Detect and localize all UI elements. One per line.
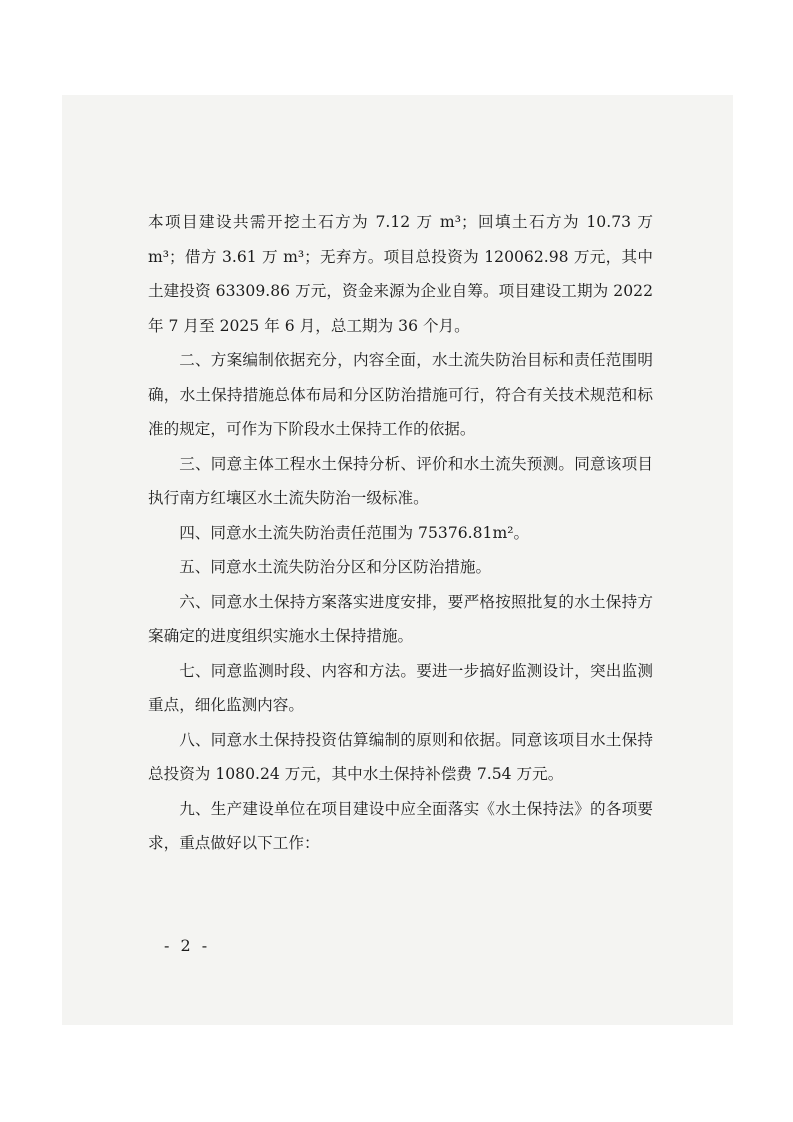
paragraph-item-4: 四、同意水土流失防治责任范围为 75376.81m²。 [179, 523, 530, 542]
paragraph-item-9: 九、生产建设单位在项目建设中应全面落实《水土保持法》的各项要求，重点做好以下工作： [148, 799, 653, 852]
paragraph-item-7: 七、同意监测时段、内容和方法。要进一步搞好监测设计，突出监测重点，细化监测内容。 [148, 661, 653, 714]
paragraph-item-3: 三、同意主体工程水土保持分析、评价和水土流失预测。同意该项目执行南方红壤区水土流失防治一级标准。 [148, 454, 653, 507]
document-body [148, 205, 653, 861]
paragraph-item-6: 六、同意水土保持方案落实进度安排，要严格按照批复的水土保持方案确定的进度组织实施水土保持措施。 [148, 592, 653, 645]
paragraph-project-overview: 本项目建设共需开挖土石方为 7.12 万 m³；回填土石方为 10.73 万 m³；借方 3.61 万 m³；无弃方。项目总投资为 120062.98 万元，其中土建投资 63309.86 万元，资金来源为企业自筹。项目建设工期为 2022 年 7 月至 2025 年 6 月，总工期为 36 个月。 [148, 213, 653, 335]
paragraph-item-5: 五、同意水土流失防治分区和分区防治措施。 [179, 558, 492, 576]
paragraph-item-2: 二、方案编制依据充分，内容全面，水土流失防治目标和责任范围明确，水土保持措施总体布局和分区防治措施可行，符合有关技术规范和标准的规定，可作为下阶段水土保持工作的依据。 [148, 351, 653, 438]
page-number: - 2 - [164, 936, 211, 955]
paragraph-item-8: 八、同意水土保持投资估算编制的原则和依据。同意该项目水土保持总投资为 1080.24 万元，其中水土保持补偿费 7.54 万元。 [148, 730, 653, 783]
